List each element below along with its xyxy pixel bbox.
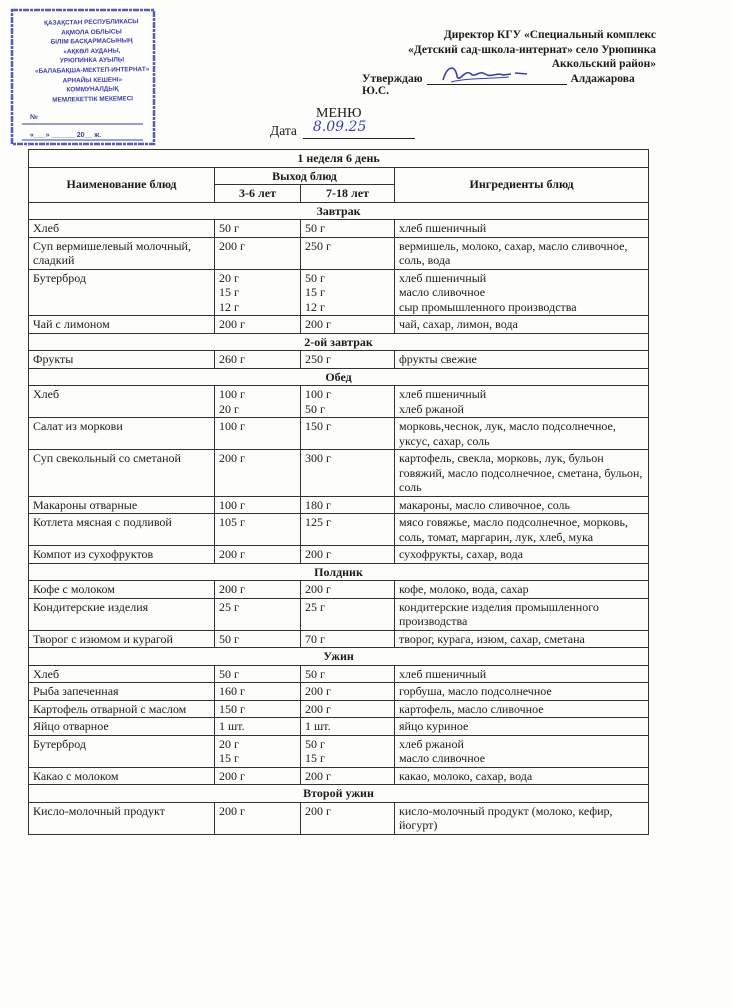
section-title: Обед [29, 368, 649, 386]
table-row [29, 718, 649, 736]
dish-name: Кисло-молочный продукт [29, 802, 215, 834]
section-title: Завтрак [29, 202, 649, 220]
portion-7-18: 50 г 15 г [301, 735, 395, 767]
section-row [29, 333, 649, 351]
dish-name: Фрукты [29, 351, 215, 369]
ingredients: хлеб пшеничный хлеб ржаной [395, 386, 649, 418]
portion-7-18: 100 г 50 г [301, 386, 395, 418]
ingredients: картофель, свекла, морковь, лук, бульон говяжий, масло подсолнечное, сметана, бульон, соль [395, 450, 649, 497]
stamp-date-label: «___» ______ 20__ ж. [30, 132, 102, 139]
portion-3-6: 100 г 20 г [215, 386, 301, 418]
menu-body [29, 202, 649, 834]
dish-name: Суп вермишелевый молочный, сладкий [29, 237, 215, 269]
col-dish-header: Наименование блюд [29, 167, 215, 202]
table-row [29, 598, 649, 630]
portion-7-18: 200 г [301, 546, 395, 564]
table-row [29, 418, 649, 450]
portion-7-18: 250 г [301, 237, 395, 269]
dish-name: Какао с молоком [29, 767, 215, 785]
signature-icon [437, 62, 547, 88]
dish-name: Хлеб [29, 665, 215, 683]
dish-name: Картофель отварной с маслом [29, 700, 215, 718]
section-row [29, 648, 649, 666]
portion-7-18: 200 г [301, 700, 395, 718]
approval-signature-row [362, 72, 662, 97]
portion-7-18: 125 г [301, 514, 395, 546]
table-row [29, 546, 649, 564]
approve-label: Утверждаю [362, 73, 423, 85]
ingredients: морковь,чеснок, лук, масло подсолнечное, уксус, сахар, соль [395, 418, 649, 450]
portion-3-6: 50 г [215, 665, 301, 683]
table-row [29, 220, 649, 238]
signature-line [427, 72, 567, 85]
stamp-line: АҚМОЛА ОБЛЫСЫ [61, 28, 122, 37]
dish-name: Котлета мясная с подливой [29, 514, 215, 546]
dish-name: Творог с изюмом и курагой [29, 630, 215, 648]
table-row [29, 581, 649, 599]
stamp-line: МЕМЛЕКЕТТІК МЕКЕМЕСІ [52, 95, 134, 104]
portion-3-6: 200 г [215, 450, 301, 497]
table-row [29, 450, 649, 497]
table-row [29, 802, 649, 834]
table-row [29, 514, 649, 546]
stamp-line: ҚАЗАҚСТАН РЕСПУБЛИКАСЫ [44, 18, 139, 27]
stamp-line: КОММУНАЛДЫҚ [66, 85, 119, 94]
section-title: Ужин [29, 648, 649, 666]
col-ingredients-header: Ингредиенты блюд [395, 167, 649, 202]
table-row [29, 665, 649, 683]
stamp-line: АРНАЙЫ КЕШЕНІ» [62, 76, 123, 85]
ingredients: творог, курага, изюм, сахар, сметана [395, 630, 649, 648]
portion-3-6: 50 г [215, 220, 301, 238]
table-row [29, 767, 649, 785]
portion-7-18: 200 г [301, 316, 395, 334]
ingredients: мясо говяжье, масло подсолнечное, морковь, соль, томат, маргарин, лук, хлеб, мука [395, 514, 649, 546]
section-row [29, 368, 649, 386]
ingredients: хлеб ржаной масло сливочное [395, 735, 649, 767]
stamp-line: «АҚКӨЛ АУДАНЫ, [63, 47, 121, 56]
table-row [29, 700, 649, 718]
ingredients: фрукты свежие [395, 351, 649, 369]
table-row [29, 386, 649, 418]
portion-7-18: 50 г 15 г 12 г [301, 269, 395, 316]
section-title: Второй ужин [29, 785, 649, 803]
approval-line-2: «Детский сад-школа-интернат» село Урюпинка [408, 43, 656, 56]
ingredients: хлеб пшеничный [395, 665, 649, 683]
portion-3-6: 200 г [215, 546, 301, 564]
date-value: 8.09.25 [312, 119, 367, 135]
page-title: МЕНЮ [316, 106, 362, 121]
dish-name: Яйцо отварное [29, 718, 215, 736]
date-label: Дата [270, 123, 297, 138]
portion-7-18: 150 г [301, 418, 395, 450]
dish-name: Суп свекольный со сметаной [29, 450, 215, 497]
date-row [270, 119, 415, 139]
portion-7-18: 200 г [301, 767, 395, 785]
stamp-line: БІЛІМ БАСҚАРМАСЫНЫҢ [50, 37, 133, 46]
portion-7-18: 70 г [301, 630, 395, 648]
ingredients: кисло-молочный продукт (молоко, кефир, йогурт) [395, 802, 649, 834]
table-row [29, 237, 649, 269]
portion-3-6: 200 г [215, 767, 301, 785]
ingredients: хлеб пшеничный [395, 220, 649, 238]
portion-3-6: 200 г [215, 802, 301, 834]
ingredients: чай, сахар, лимон, вода [395, 316, 649, 334]
ingredients: яйцо куриное [395, 718, 649, 736]
dish-name: Хлеб [29, 220, 215, 238]
ingredients: макароны, масло сливочное, соль [395, 496, 649, 514]
portion-7-18: 200 г [301, 581, 395, 599]
col-age-7-18-header: 7-18 лет [301, 185, 395, 203]
portion-3-6: 50 г [215, 630, 301, 648]
portion-3-6: 200 г [215, 581, 301, 599]
table-row [29, 496, 649, 514]
table-row [29, 735, 649, 767]
dish-name: Бутерброд [29, 735, 215, 767]
dish-name: Макароны отварные [29, 496, 215, 514]
col-output-header: Выход блюд [215, 167, 395, 185]
portion-7-18: 50 г [301, 665, 395, 683]
dish-name: Хлеб [29, 386, 215, 418]
portion-3-6: 200 г [215, 316, 301, 334]
dish-name: Салат из моркови [29, 418, 215, 450]
ingredients: кондитерские изделия промышленного производства [395, 598, 649, 630]
dish-name: Кондитерские изделия [29, 598, 215, 630]
date-line [303, 119, 415, 139]
portion-7-18: 180 г [301, 496, 395, 514]
portion-3-6: 200 г [215, 237, 301, 269]
dish-name: Компот из сухофруктов [29, 546, 215, 564]
portion-3-6: 150 г [215, 700, 301, 718]
stamp-line: «БАЛАБАҚША-МЕКТЕП-ИНТЕРНАТ» [34, 65, 150, 75]
ingredients: картофель, масло сливочное [395, 700, 649, 718]
ingredients: вермишель, молоко, сахар, масло сливочное, соль, вода [395, 237, 649, 269]
stamp-text [21, 17, 162, 106]
table-row [29, 351, 649, 369]
menu-table [28, 149, 649, 835]
portion-3-6: 1 шт. [215, 718, 301, 736]
col-age-3-6-header: 3-6 лет [215, 185, 301, 203]
portion-7-18: 50 г [301, 220, 395, 238]
section-title: Полдник [29, 563, 649, 581]
approval-line-3: Аккольский район» [551, 58, 656, 70]
section-title: 2-ой завтрак [29, 333, 649, 351]
portion-3-6: 160 г [215, 683, 301, 701]
portion-7-18: 200 г [301, 802, 395, 834]
portion-3-6: 20 г 15 г [215, 735, 301, 767]
table-row [29, 316, 649, 334]
week-day-header: 1 неделя 6 день [29, 150, 649, 168]
portion-3-6: 260 г [215, 351, 301, 369]
portion-3-6: 20 г 15 г 12 г [215, 269, 301, 316]
portion-7-18: 250 г [301, 351, 395, 369]
section-row [29, 785, 649, 803]
ingredients: кофе, молоко, вода, сахар [395, 581, 649, 599]
dish-name: Бутерброд [29, 269, 215, 316]
table-row [29, 269, 649, 316]
portion-3-6: 100 г [215, 418, 301, 450]
portion-7-18: 25 г [301, 598, 395, 630]
ingredients: горбуша, масло подсолнечное [395, 683, 649, 701]
section-row [29, 202, 649, 220]
stamp-line: УРЮПИНКА АУЫЛЫ [59, 56, 125, 65]
table-row [29, 683, 649, 701]
portion-3-6: 100 г [215, 496, 301, 514]
approval-line-1: Директор КГУ «Специальный комплекс [443, 29, 656, 41]
portion-7-18: 1 шт. [301, 718, 395, 736]
table-row [29, 630, 649, 648]
director-name: Алдажарова Ю.С. [362, 73, 635, 97]
section-row [29, 563, 649, 581]
portion-7-18: 200 г [301, 683, 395, 701]
dish-name: Чай с лимоном [29, 316, 215, 334]
portion-7-18: 300 г [301, 450, 395, 497]
ingredients: какао, молоко, сахар, вода [395, 767, 649, 785]
official-stamp [8, 6, 158, 148]
ingredients: сухофрукты, сахар, вода [395, 546, 649, 564]
stamp-number-label: № [30, 114, 38, 121]
portion-3-6: 105 г [215, 514, 301, 546]
ingredients: хлеб пшеничный масло сливочное сыр промышленного производства [395, 269, 649, 316]
dish-name: Кофе с молоком [29, 581, 215, 599]
portion-3-6: 25 г [215, 598, 301, 630]
dish-name: Рыба запеченная [29, 683, 215, 701]
